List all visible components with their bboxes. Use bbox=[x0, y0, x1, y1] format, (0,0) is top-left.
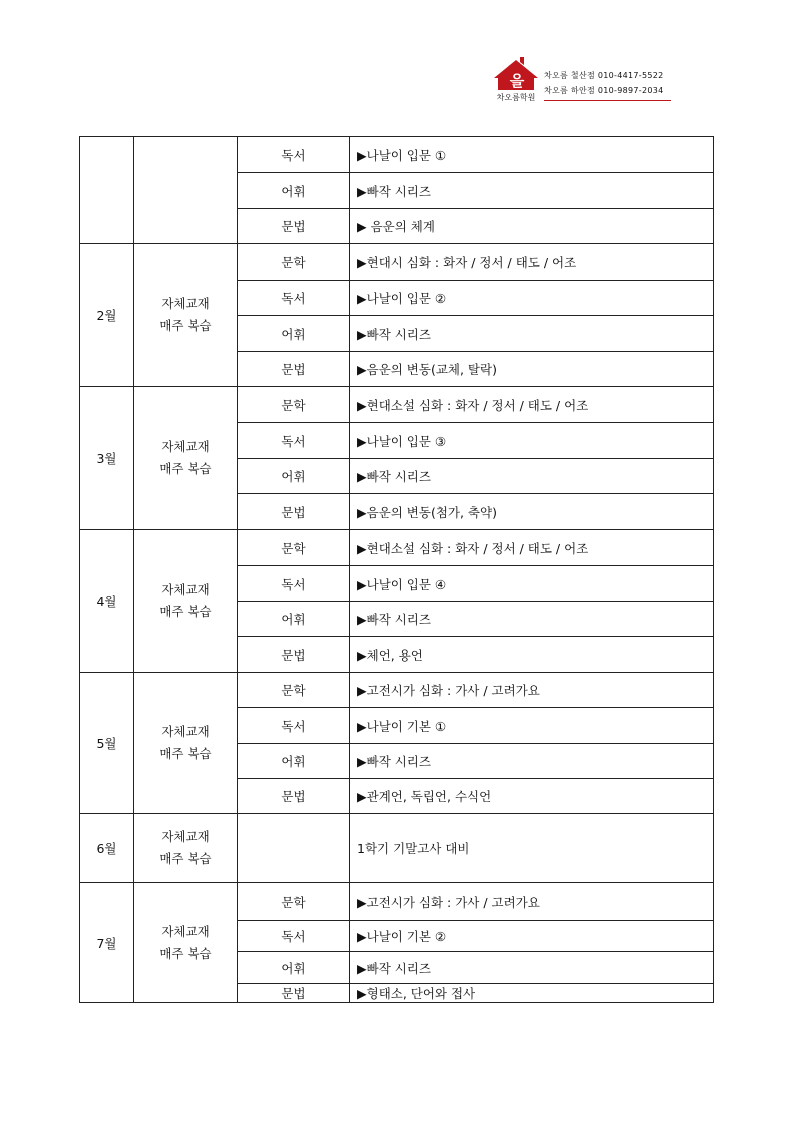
branch-phone: 010-9897-2034 bbox=[597, 86, 664, 95]
content-cell: ▶음운의 변동(첨가, 축약) bbox=[350, 494, 714, 530]
month-cell: 6월 bbox=[80, 814, 134, 883]
material-cell bbox=[134, 814, 238, 883]
table-row bbox=[80, 814, 714, 883]
content-cell: ▶나날이 입문 ③ bbox=[350, 423, 714, 459]
subject-cell: 독서 bbox=[238, 423, 350, 459]
subject-cell: 문법 bbox=[238, 779, 350, 814]
month-cell: 2월 bbox=[80, 244, 134, 387]
month-cell: 7월 bbox=[80, 883, 134, 1003]
table-row bbox=[80, 883, 714, 921]
subject-cell: 독서 bbox=[238, 921, 350, 952]
subject-cell: 어휘 bbox=[238, 459, 350, 494]
content-cell: ▶고전시가 심화 : 가사 / 고려가요 bbox=[350, 883, 714, 921]
material-line: 자체교재 bbox=[161, 296, 210, 311]
subject-cell: 문학 bbox=[238, 530, 350, 566]
subject-cell bbox=[238, 814, 350, 883]
material-line: 자체교재 bbox=[161, 582, 210, 597]
content-cell: ▶형태소, 단어와 접사 bbox=[350, 984, 714, 1003]
material-line: 자체교재 bbox=[161, 439, 210, 454]
logo-text: 차오름학원 bbox=[496, 93, 536, 102]
content-cell: ▶빠작 시리즈 bbox=[350, 744, 714, 779]
month-cell: 5월 bbox=[80, 673, 134, 814]
subject-cell: 문학 bbox=[238, 883, 350, 921]
content-cell: ▶관계언, 독립언, 수식언 bbox=[350, 779, 714, 814]
material-line: 자체교재 bbox=[161, 829, 210, 844]
month-cell: 4월 bbox=[80, 530, 134, 673]
table-row bbox=[80, 387, 714, 423]
content-cell: ▶빠작 시리즈 bbox=[350, 173, 714, 209]
content-cell: ▶나날이 기본 ① bbox=[350, 708, 714, 744]
svg-text:을: 을 bbox=[509, 72, 525, 90]
subject-cell: 독서 bbox=[238, 281, 350, 316]
material-cell bbox=[134, 883, 238, 1003]
material-line: 자체교재 bbox=[161, 724, 210, 739]
material-line: 매주 복습 bbox=[159, 746, 212, 761]
content-cell: ▶체언, 용언 bbox=[350, 637, 714, 673]
content-cell: ▶빠작 시리즈 bbox=[350, 952, 714, 984]
subject-cell: 어휘 bbox=[238, 744, 350, 779]
branch-label: 차오름 철산점 bbox=[544, 71, 596, 80]
subject-cell: 어휘 bbox=[238, 316, 350, 352]
subject-cell: 문학 bbox=[238, 673, 350, 708]
material-line: 매주 복습 bbox=[159, 461, 212, 476]
content-cell: ▶현대소설 심화 : 화자 / 정서 / 태도 / 어조 bbox=[350, 530, 714, 566]
table-row bbox=[80, 137, 714, 173]
table-row bbox=[80, 530, 714, 566]
branch-phone: 010-4417-5522 bbox=[597, 71, 664, 80]
content-cell: ▶빠작 시리즈 bbox=[350, 459, 714, 494]
table-row bbox=[80, 244, 714, 281]
subject-cell: 독서 bbox=[238, 708, 350, 744]
content-cell: ▶나날이 입문 ① bbox=[350, 137, 714, 173]
subject-cell: 문법 bbox=[238, 352, 350, 387]
subject-cell: 문법 bbox=[238, 209, 350, 244]
subject-cell: 문법 bbox=[238, 637, 350, 673]
subject-cell: 어휘 bbox=[238, 602, 350, 637]
contact-line-2 bbox=[544, 83, 664, 98]
material-cell bbox=[134, 673, 238, 814]
content-cell: ▶나날이 기본 ② bbox=[350, 921, 714, 952]
content-cell: ▶현대소설 심화 : 화자 / 정서 / 태도 / 어조 bbox=[350, 387, 714, 423]
content-cell: 1학기 기말고사 대비 bbox=[350, 814, 714, 883]
content-cell: ▶빠작 시리즈 bbox=[350, 316, 714, 352]
subject-cell: 어휘 bbox=[238, 952, 350, 984]
contact-line-1 bbox=[544, 68, 664, 83]
material-cell bbox=[134, 387, 238, 530]
content-cell: ▶빠작 시리즈 bbox=[350, 602, 714, 637]
material-line: 자체교재 bbox=[161, 923, 210, 939]
contact-block bbox=[544, 68, 664, 98]
material-line: 매주 복습 bbox=[159, 945, 212, 961]
curriculum-table bbox=[79, 136, 714, 1003]
material-line: 매주 복습 bbox=[159, 851, 212, 866]
branch-label: 차오름 하안점 bbox=[544, 86, 596, 95]
subject-cell: 독서 bbox=[238, 566, 350, 602]
contact-underline bbox=[544, 100, 671, 101]
material-line: 매주 복습 bbox=[159, 318, 212, 333]
month-cell: 3월 bbox=[80, 387, 134, 530]
content-cell: ▶고전시가 심화 : 가사 / 고려가요 bbox=[350, 673, 714, 708]
academy-header bbox=[490, 56, 690, 106]
content-cell: ▶음운의 변동(교체, 탈락) bbox=[350, 352, 714, 387]
material-cell bbox=[134, 244, 238, 387]
content-cell: ▶ 음운의 체계 bbox=[350, 209, 714, 244]
subject-cell: 문법 bbox=[238, 494, 350, 530]
content-cell: ▶나날이 입문 ② bbox=[350, 281, 714, 316]
material-line: 매주 복습 bbox=[159, 604, 212, 619]
content-cell: ▶현대시 심화 : 화자 / 정서 / 태도 / 어조 bbox=[350, 244, 714, 281]
material-cell bbox=[134, 137, 238, 244]
table-row bbox=[80, 673, 714, 708]
academy-logo bbox=[490, 56, 542, 102]
subject-cell: 어휘 bbox=[238, 173, 350, 209]
subject-cell: 독서 bbox=[238, 137, 350, 173]
month-cell bbox=[80, 137, 134, 244]
subject-cell: 문학 bbox=[238, 387, 350, 423]
subject-cell: 문법 bbox=[238, 984, 350, 1003]
content-cell: ▶나날이 입문 ④ bbox=[350, 566, 714, 602]
subject-cell: 문학 bbox=[238, 244, 350, 281]
material-cell bbox=[134, 530, 238, 673]
